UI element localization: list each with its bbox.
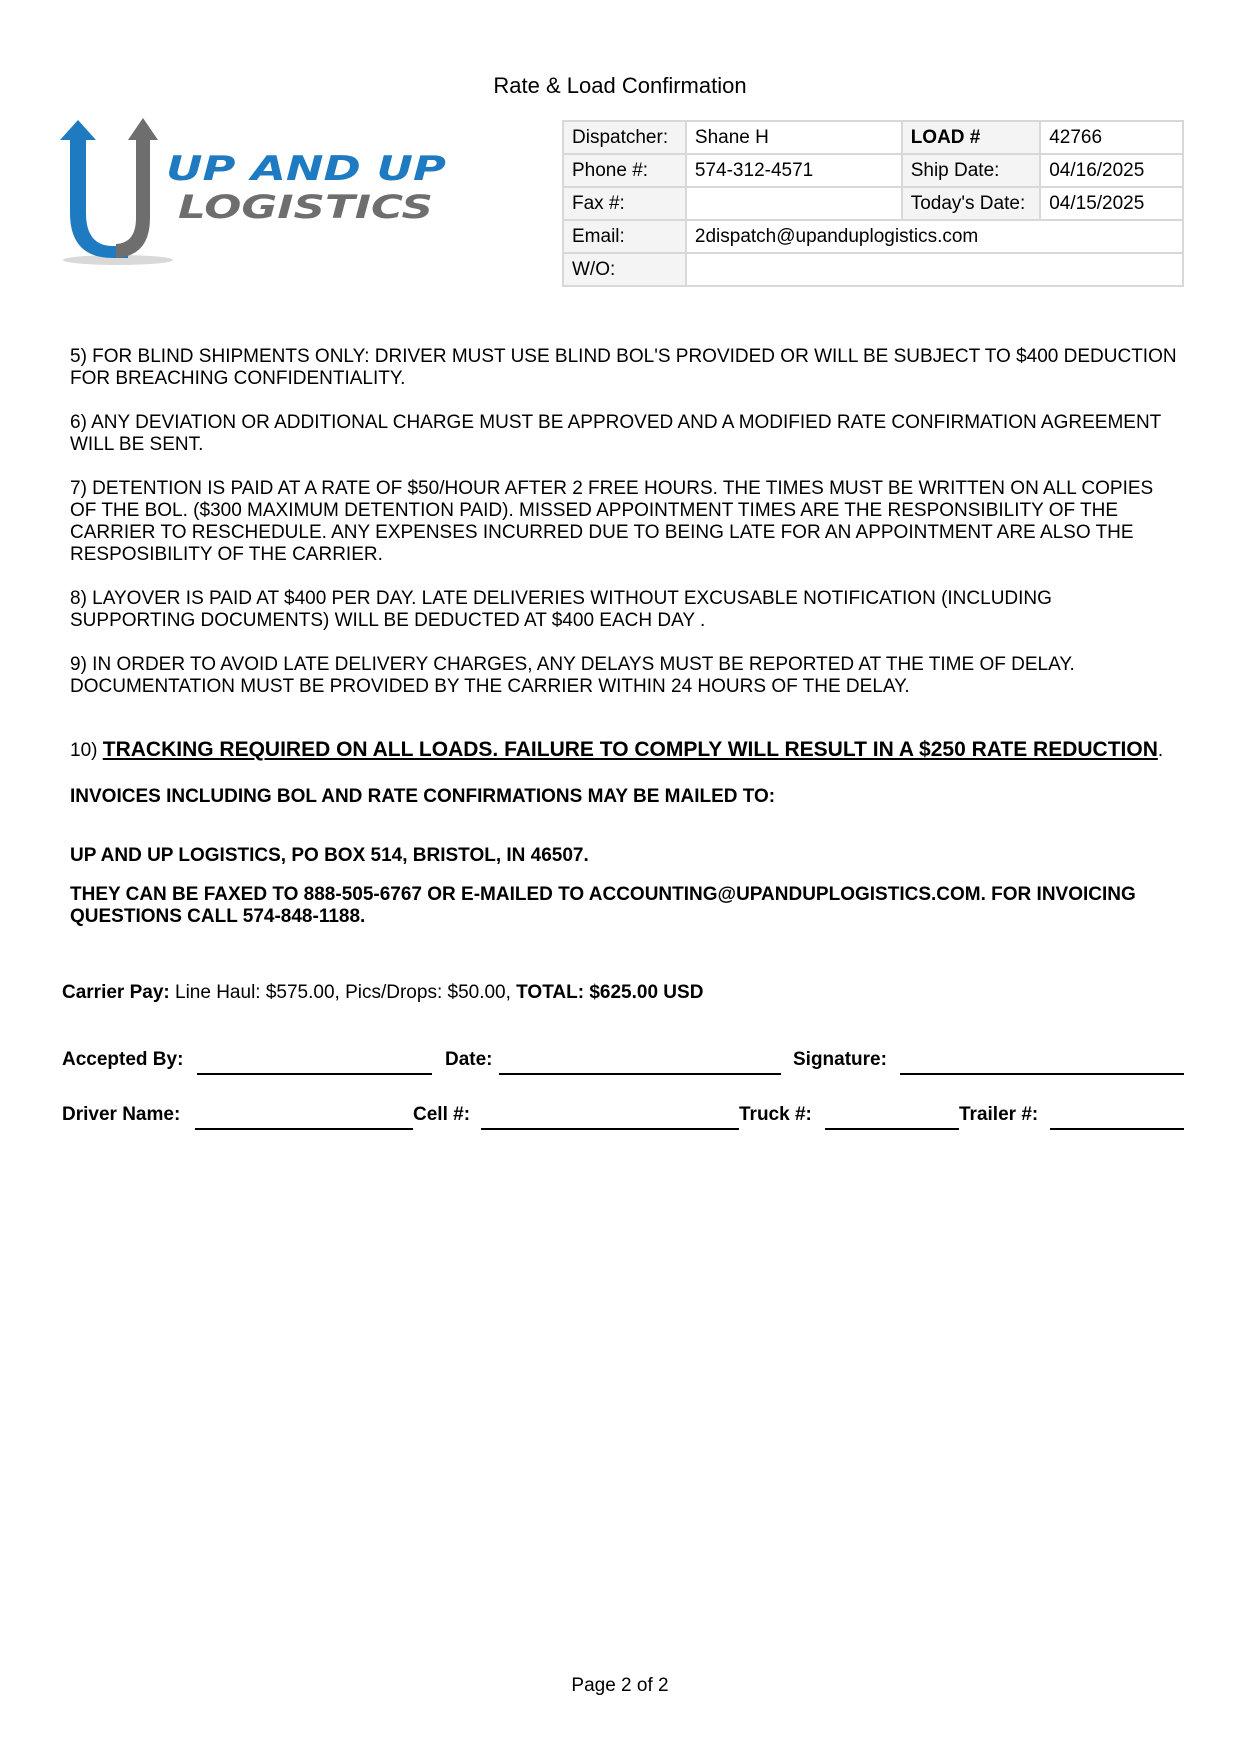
cell-label: Cell #:	[413, 1104, 471, 1125]
accepted-by-label: Accepted By:	[62, 1049, 184, 1070]
phone-label: Phone #:	[563, 154, 686, 187]
ship-date-label: Ship Date:	[902, 154, 1041, 187]
term-5: 5) FOR BLIND SHIPMENTS ONLY: DRIVER MUST USE BLIND BOL'S PROVIDED OR WILL BE SUBJECT TO $400 DEDUCTION FOR BREACHING CONFIDENTIALITY.	[70, 346, 1177, 389]
driver-name-label: Driver Name:	[62, 1104, 181, 1125]
ship-date-value: 04/16/2025	[1040, 154, 1183, 187]
invoice-address: UP AND UP LOGISTICS, PO BOX 514, BRISTOL, IN 46507.	[70, 845, 589, 866]
invoice-mail-line: INVOICES INCLUDING BOL AND RATE CONFIRMATIONS MAY BE MAILED TO:	[70, 786, 776, 807]
dispatcher-label: Dispatcher:	[563, 121, 686, 154]
cell-line[interactable]	[481, 1128, 739, 1130]
date-line[interactable]	[499, 1073, 781, 1075]
company-logo	[58, 118, 458, 268]
term-9: 9) IN ORDER TO AVOID LATE DELIVERY CHARGES, ANY DELAYS MUST BE REPORTED AT THE TIME OF DELAY. DOCUMENTATION MUST BE PROVIDED BY THE CARRIER WITHIN 24 HOURS OF THE DELAY.	[70, 654, 1075, 697]
page-title: Rate & Load Confirmation	[493, 73, 747, 98]
email-value: 2dispatch@upanduplogistics.com	[686, 220, 1183, 253]
load-number-value: 42766	[1040, 121, 1183, 154]
email-label: Email:	[563, 220, 686, 253]
tracking-prefix: 10)	[70, 740, 103, 761]
date-label: Date:	[445, 1049, 493, 1070]
term-8: 8) LAYOVER IS PAID AT $400 PER DAY. LATE DELIVERIES WITHOUT EXCUSABLE NOTIFICATION (INCLUDING SUPPORTING DOCUMENTS) WILL BE DEDUCTED AT $400 EACH DAY .	[70, 588, 1052, 631]
terms-section	[70, 346, 1180, 720]
work-order-value	[686, 253, 1183, 286]
term-7: 7) DETENTION IS PAID AT A RATE OF $50/HOUR AFTER 2 FREE HOURS. THE TIMES MUST BE WRITTEN ON ALL COPIES OF THE BOL. ($300 MAXIMUM DETENTION PAID). MISSED APPOINTMENT TIMES ARE THE RESPONSIBILITY OF THE CARRIER TO RESCHEDULE. ANY EXPENSES INCURRED DUE TO BEING LATE FOR AN APPOINTMENT ARE ALSO THE RESPOSIBILITY OF THE CARRIER.	[70, 478, 1154, 565]
driver-row	[62, 1104, 1184, 1130]
tracking-requirement	[70, 736, 1180, 764]
tracking-text: TRACKING REQUIRED ON ALL LOADS. FAILURE TO COMPLY WILL RESULT IN A $250 RATE REDUCTION	[102, 738, 1158, 761]
trailer-label: Trailer #:	[959, 1104, 1039, 1125]
work-order-label: W/O:	[563, 253, 686, 286]
dispatcher-value: Shane H	[686, 121, 902, 154]
logo-text-line1: UP AND UP	[166, 149, 447, 189]
accepted-by-line[interactable]	[197, 1073, 432, 1075]
carrier-pay-details: Line Haul: $575.00, Pics/Drops: $50.00,	[169, 982, 517, 1003]
carrier-pay-total: TOTAL: $625.00 USD	[516, 982, 704, 1003]
acceptance-row	[62, 1049, 1184, 1075]
invoice-fax-line: THEY CAN BE FAXED TO 888-505-6767 OR E-MAILED TO ACCOUNTING@UPANDUPLOGISTICS.COM. FOR INVOICING QUESTIONS CALL 574-848-1188.	[70, 884, 1136, 927]
todays-date-value: 04/15/2025	[1040, 187, 1183, 220]
logo-text-line2: LOGISTICS	[178, 188, 433, 226]
truck-line[interactable]	[825, 1128, 959, 1130]
load-number-label: LOAD #	[902, 121, 1041, 154]
signature-label: Signature:	[793, 1049, 887, 1070]
page-number: Page 2 of 2	[571, 1675, 669, 1696]
fax-label: Fax #:	[563, 187, 686, 220]
fax-value	[686, 187, 902, 220]
tracking-suffix: .	[1157, 740, 1164, 761]
todays-date-label: Today's Date:	[902, 187, 1041, 220]
phone-value: 574-312-4571	[686, 154, 902, 187]
driver-name-line[interactable]	[195, 1128, 413, 1130]
carrier-pay	[62, 982, 703, 1004]
truck-label: Truck #:	[739, 1104, 812, 1125]
term-6: 6) ANY DEVIATION OR ADDITIONAL CHARGE MUST BE APPROVED AND A MODIFIED RATE CONFIRMATION AGREEMENT WILL BE SENT.	[70, 412, 1161, 455]
carrier-pay-label: Carrier Pay:	[62, 982, 170, 1003]
signature-line[interactable]	[900, 1073, 1184, 1075]
trailer-line[interactable]	[1050, 1128, 1184, 1130]
load-info-table	[562, 120, 1184, 287]
